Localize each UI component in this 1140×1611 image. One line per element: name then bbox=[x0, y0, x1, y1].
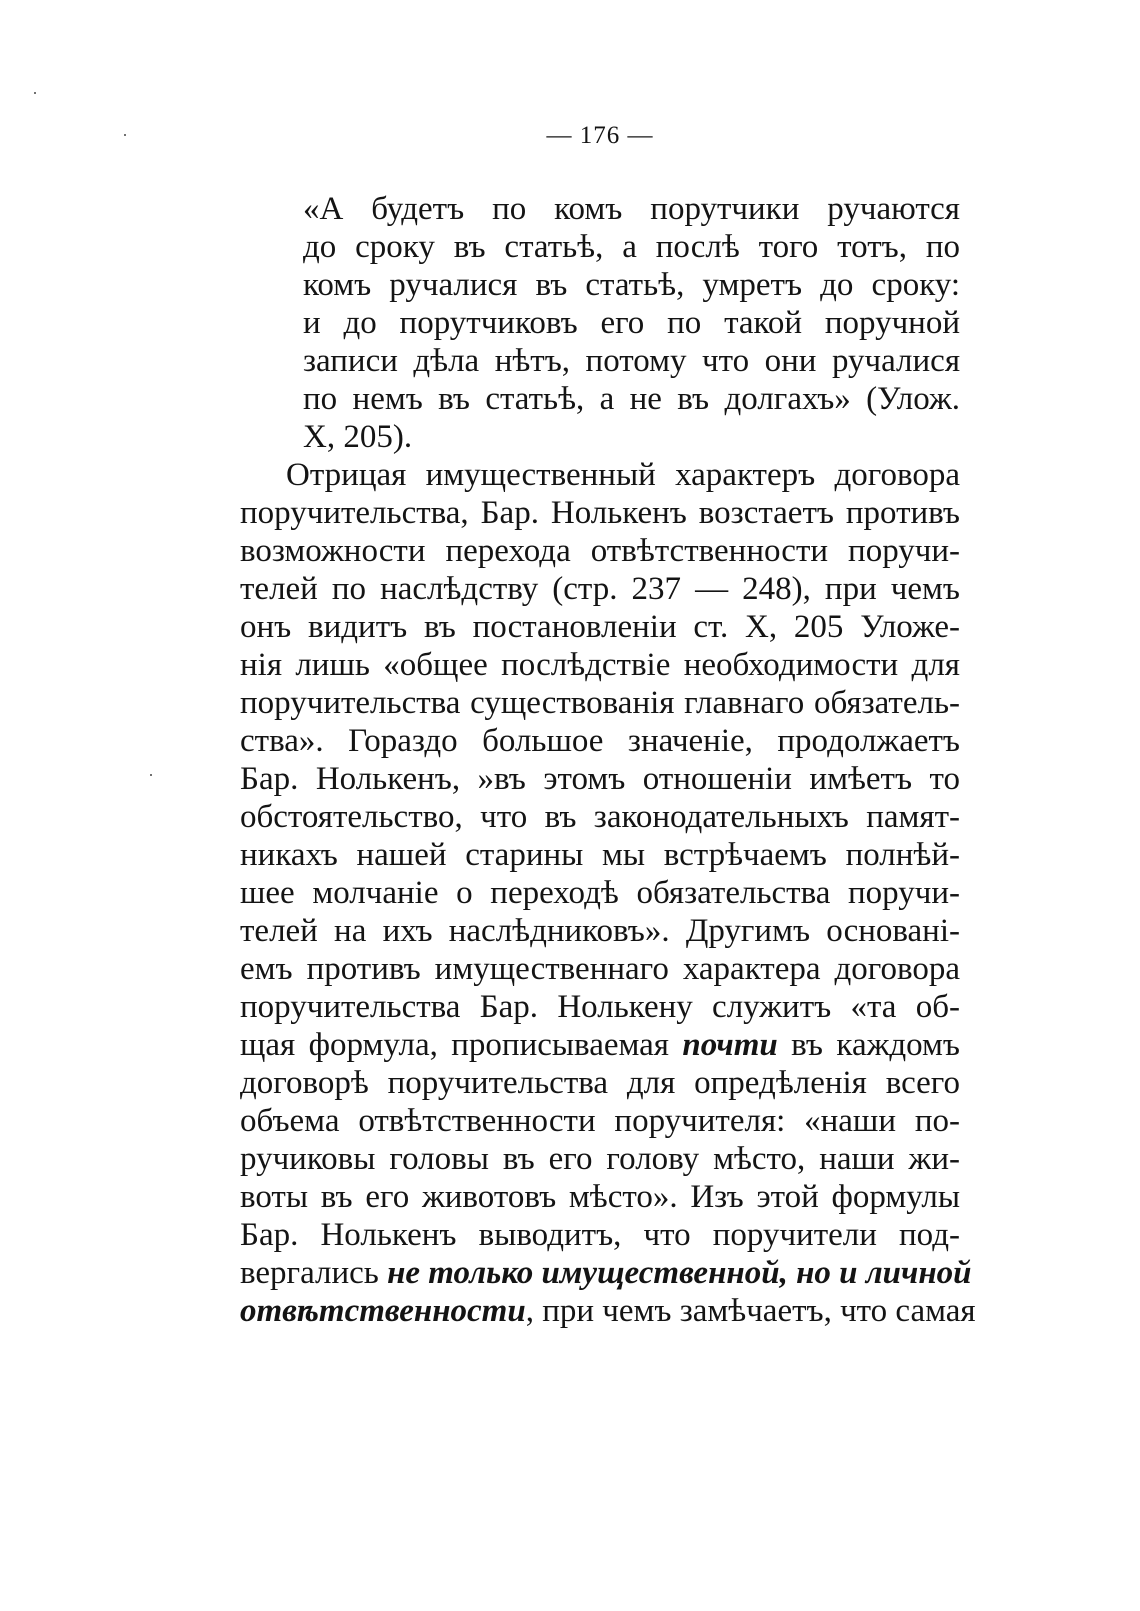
quote-line: записи дѣла нѣтъ, потому что они ручалися bbox=[303, 343, 960, 379]
paragraph-line: телей на ихъ наслѣдниковъ». Другимъ основані- bbox=[240, 913, 960, 949]
paragraph-line bbox=[240, 1254, 972, 1292]
scan-speck bbox=[34, 92, 36, 94]
quote-line: «А будетъ по комъ порутчики ручаются bbox=[303, 191, 960, 227]
paragraph-line: Бар. Нолькенъ, »въ этомъ отношеніи имѣетъ то bbox=[240, 761, 960, 797]
paragraph-line: поручительства Бар. Нолькену служитъ «та об- bbox=[240, 989, 960, 1025]
paragraph-line: ства». Гораздо большое значеніе, продолжаетъ bbox=[240, 723, 960, 759]
paragraph-line: договорѣ поручительства для опредѣленія всего bbox=[240, 1065, 960, 1101]
paragraph-line: шее молчаніе о переходѣ обязательства поручи- bbox=[240, 875, 960, 911]
paragraph-line bbox=[240, 1292, 976, 1330]
quote-line: по немъ въ статьѣ, а не въ долгахъ» (Улож. bbox=[303, 381, 960, 417]
paragraph-line: поручительства, Бар. Нолькенъ возстаетъ противъ bbox=[240, 495, 960, 531]
quote-line: и до порутчиковъ его по такой поручной bbox=[303, 305, 960, 341]
quote-line: комъ ручалися въ статьѣ, умретъ до сроку: bbox=[303, 267, 960, 303]
quote-line: X, 205). bbox=[303, 419, 413, 455]
paragraph-line: объема отвѣтственности поручителя: «наши по- bbox=[240, 1103, 960, 1139]
paragraph-line: телей по наслѣдству (стр. 237 — 248), при чемъ bbox=[240, 571, 960, 607]
paragraph-line: никахъ нашей старины мы встрѣчаемъ полнѣй- bbox=[240, 837, 960, 873]
line-text: въ каждомъ bbox=[777, 1027, 961, 1063]
line-text: вергались bbox=[240, 1255, 388, 1291]
emphasis-text: почти bbox=[682, 1027, 778, 1063]
paragraph-line: ручиковы головы въ его голову мѣсто, наши жи- bbox=[240, 1141, 960, 1177]
paragraph-line: онъ видитъ въ постановленіи ст. X, 205 Уложе- bbox=[240, 609, 960, 645]
line-text: щая формула, прописываемая bbox=[240, 1027, 683, 1063]
paragraph-line: Бар. Нолькенъ выводитъ, что поручители под- bbox=[240, 1217, 960, 1253]
quote-line: до сроку въ статьѣ, а послѣ того тотъ, по bbox=[303, 229, 960, 265]
line-text: , при чемъ замѣчаетъ, что самая bbox=[525, 1293, 976, 1329]
paragraph-line bbox=[240, 1026, 960, 1064]
paragraph-line: поручительства существованія главнаго обязатель- bbox=[240, 685, 960, 721]
paragraph-line: воты въ его животовъ мѣсто». Изъ этой формулы bbox=[240, 1179, 960, 1215]
emphasis-text: не только имущественной, но и личной bbox=[387, 1255, 972, 1291]
paragraph-line: Отрицая имущественный характеръ договора bbox=[286, 457, 960, 493]
emphasis-text: отвѣтственности bbox=[240, 1293, 526, 1329]
paragraph-line: обстоятельство, что въ законодательныхъ памят- bbox=[240, 799, 960, 835]
paragraph-line: емъ противъ имущественнаго характера договора bbox=[240, 951, 960, 987]
scan-speck bbox=[150, 774, 152, 776]
page-number: — 176 — bbox=[546, 122, 654, 149]
paragraph-line: нія лишь «общее послѣдствіе необходимости для bbox=[240, 647, 960, 683]
paragraph-line: возможности перехода отвѣтственности поручи- bbox=[240, 533, 960, 569]
